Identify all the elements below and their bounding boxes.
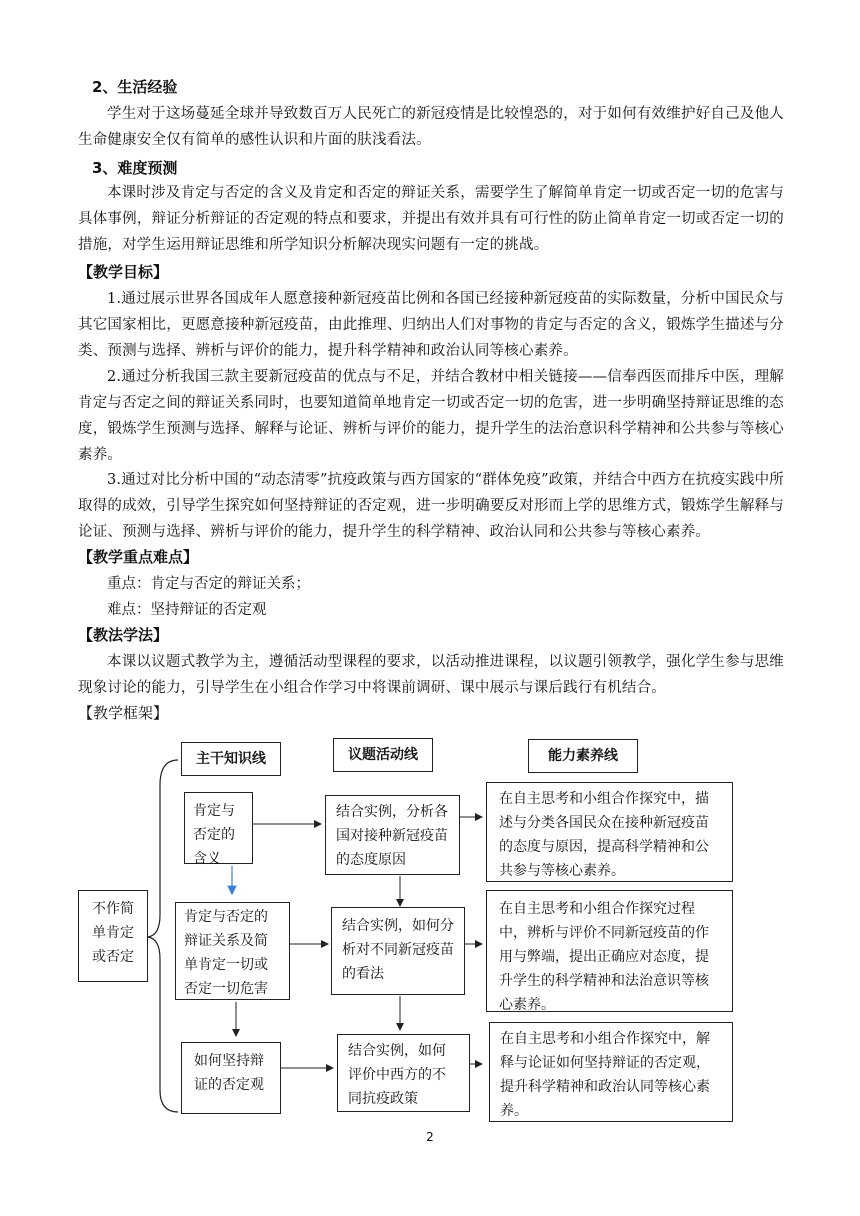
goal-item-3: 3.通过对比分析中国的“动态清零”抗疫政策与西方国家的“群体免疫”政策，并结合中西方在抗疫实践中所取得的成效，引导学生探究如何坚持辩证的否定观，进一步明确要反对形而上学的思维方式，锻炼学生解释与论证、预测与选择、辨析与评价的能力，提升学生的科学精神、政治认同和公共参与等核心素养。 [78, 472, 784, 540]
root-box: 不作简单肯定或否定 [78, 890, 148, 982]
goal-item-2: 2.通过分析我国三款主要新冠疫苗的优点与不足，并结合教材中相关链接——信奉西医而排斥中医，理解肯定与否定之间的辩证关系同时，也要知道简单地肯定一切或否定一切的危害，进一步明确坚持辩证思维的态度，锻炼学生预测与选择、解释与论证、辨析与评价的能力，提升学生的法治意识科学精神和公共参与等核心素养。 [78, 369, 784, 463]
curly-brace [148, 760, 178, 1112]
section-heading-difficulty: 3、难度预测 [92, 159, 178, 177]
focus-line: 重点：肯定与否定的辩证关系； [107, 576, 310, 592]
goals-heading: 【教学目标】 [78, 263, 169, 281]
knowledge-box-1: 肯定与否定的含义 [184, 792, 253, 864]
activity-box-1: 结合实例，分析各国对接种新冠疫苗的态度原因 [325, 795, 460, 875]
section-heading-life-experience: 2、生活经验 [92, 78, 178, 96]
competency-box-2: 在自主思考和小组合作探究过程中，辨析与评价不同新冠疫苗的作用与弊端，提出正确应对态度，提升学生的科学精神和法治意识等核心素养。 [486, 890, 733, 1012]
activity-box-2: 结合实例，如何分析对不同新冠疫苗的看法 [331, 907, 465, 995]
competency-box-3: 在自主思考和小组合作探究中，解释与论证如何坚持辩证的否定观，提升科学精神和政治认同等核心素养。 [489, 1022, 733, 1122]
life-experience-paragraph: 学生对于这场蔓延全球并导致数百万人民死亡的新冠疫情是比较惶恐的，对于如何有效维护好自己及他人生命健康安全仅有简单的感性认识和片面的肤浅看法。 [78, 106, 784, 148]
difficulty-line: 难点：坚持辩证的否定观 [107, 602, 267, 618]
framework-label: 【教学框架】 [78, 704, 169, 722]
header-activity-line: 议题活动线 [333, 738, 433, 772]
key-points-heading: 【教学重点难点】 [78, 548, 199, 566]
methods-paragraph: 本课以议题式教学为主，遵循活动型课程的要求，以活动推进课程，以议题引领教学，强化学生参与思维现象讨论的能力，引导学生在小组合作学习中将课前调研、课中展示与课后践行有机结合。 [78, 654, 784, 696]
header-knowledge-line: 主干知识线 [181, 742, 281, 776]
page-number: 2 [426, 1130, 434, 1144]
goal-item-1: 1.通过展示世界各国成年人愿意接种新冠疫苗比例和各国已经接种新冠疫苗的实际数量，分析中国民众与其它国家相比，更愿意接种新冠疫苗，由此推理、归纳出人们对事物的肯定与否定的含义，锻炼学生描述与分类、预测与选择、辨析与评价的能力，提升科学精神和政治认同等核心素养。 [78, 291, 784, 359]
difficulty-paragraph: 本课时涉及肯定与否定的含义及肯定和否定的辩证关系，需要学生了解简单肯定一切或否定一切的危害与具体事例，辩证分析辩证的否定观的特点和要求，并提出有效并具有可行性的防止简单肯定一切或否定一切的措施，对学生运用辩证思维和所学知识分析解决现实问题有一定的挑战。 [78, 185, 784, 253]
activity-box-3: 结合实例，如何评价中西方的不同抗疫政策 [337, 1034, 470, 1112]
knowledge-box-2: 肯定与否定的辩证关系及简单肯定一切或否定一切危害 [175, 902, 290, 1000]
header-competency-line: 能力素养线 [528, 739, 638, 773]
competency-box-1: 在自主思考和小组合作探究中，描述与分类各国民众在接种新冠疫苗的态度与原因，提高科学精神和公共参与等核心素养。 [486, 782, 733, 882]
methods-heading: 【教法学法】 [78, 626, 169, 644]
knowledge-box-3: 如何坚持辩证的否定观 [181, 1042, 281, 1114]
